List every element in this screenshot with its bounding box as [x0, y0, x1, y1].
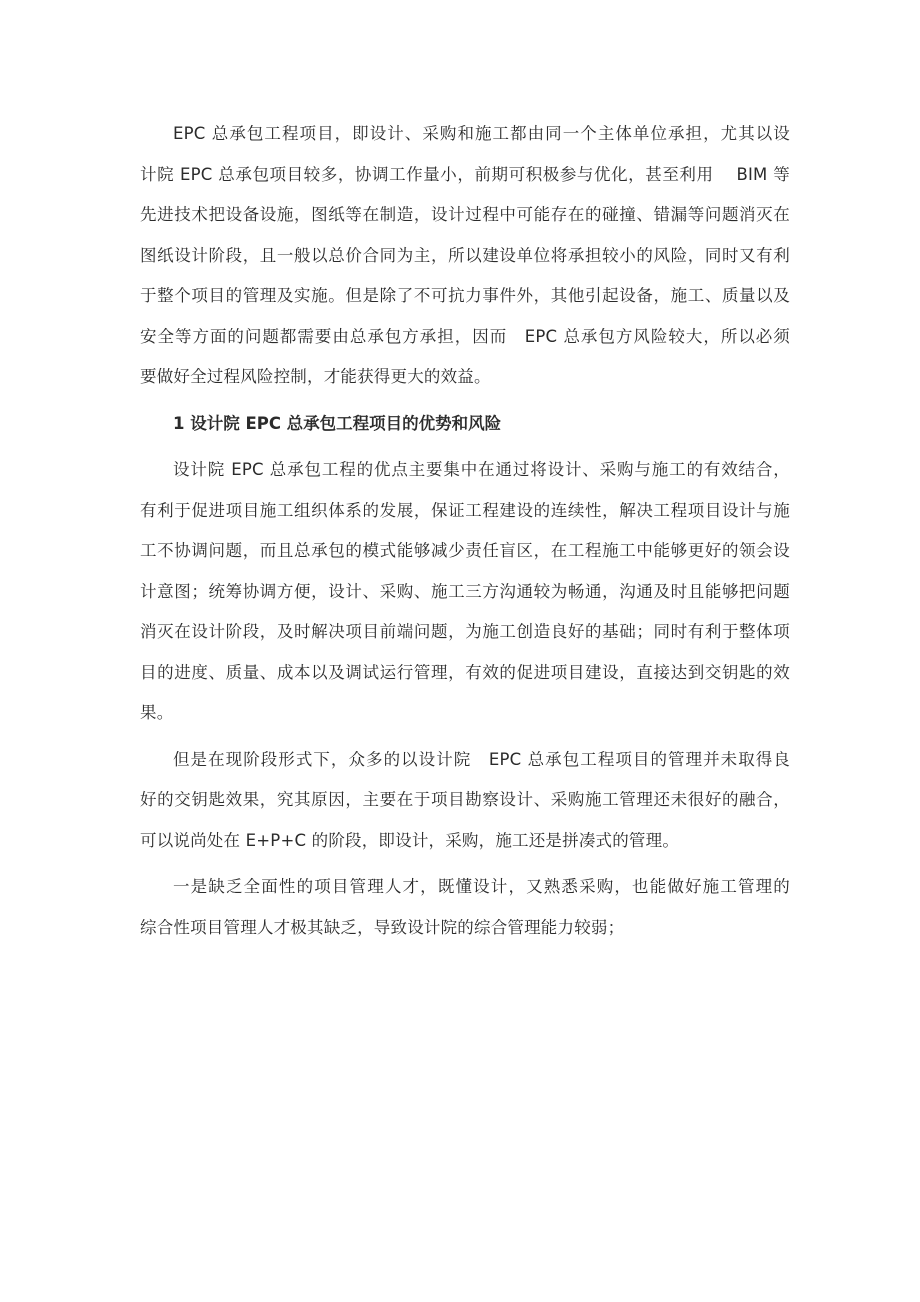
text-line: 计意图；统筹协调方便，设计、采购、施工三方沟通较为畅通，沟通及时且能够把问题: [140, 581, 790, 601]
document-body: [140, 114, 790, 948]
text-line: 综合性项目管理人才极其缺乏，导致设计院的综合管理能力较弱；: [140, 917, 625, 937]
paragraph-advantages: [140, 450, 790, 734]
text-line: 有利于促进项目施工组织体系的发展，保证工程建设的连续性，解决工程项目设计与施: [140, 500, 790, 520]
text-line: 好的交钥匙效果，究其原因，主要在于项目勘察设计、采购施工管理还未很好的融合，: [140, 790, 790, 809]
text-line: 图纸设计阶段，且一般以总价合同为主，所以建设单位将承担较小的风险，同时又有利: [140, 245, 790, 265]
text-line: EPC 总承包工程项目，即设计、采购和施工都由同一个主体单位承担，尤其以设: [173, 124, 790, 143]
text-line: 一是缺乏全面性的项目管理人才，既懂设计，又熟悉采购，也能做好施工管理的: [173, 877, 790, 896]
text-line: 安全等方面的问题都需要由总承包方承担，因而 EPC 总承包方风险较大，所以必须: [140, 326, 790, 346]
text-line: 设计院 EPC 总承包工程的优点主要集中在通过将设计、采购与施工的有效结合，: [173, 460, 790, 479]
paragraph-talent-shortage: [140, 867, 790, 948]
text-line: 先进技术把设备设施，图纸等在制造，设计过程中可能存在的碰撞、错漏等问题消灭在: [140, 205, 790, 224]
text-line: 可以说尚处在 E+P+C 的阶段，即设计，采购，施工还是拼凑式的管理。: [140, 830, 680, 850]
paragraph-epc-intro: [140, 114, 790, 398]
text-line: 但是在现阶段形式下，众多的以设计院 EPC 总承包工程项目的管理并未取得良: [173, 749, 790, 769]
section-heading: 1 设计院 EPC 总承包工程项目的优势和风险: [173, 413, 502, 433]
text-line: 计院 EPC 总承包项目较多，协调工作量小，前期可积极参与优化，甚至利用 BIM 等: [140, 164, 790, 184]
text-line: 果。: [140, 703, 174, 722]
text-line: 于整个项目的管理及实施。但是除了不可抗力事件外，其他引起设备，施工、质量以及: [140, 286, 790, 305]
text-line: 目的进度、质量、成本以及调试运行管理，有效的促进项目建设，直接达到交钥匙的效: [140, 662, 790, 682]
paragraph-current-stage: [140, 740, 790, 862]
text-line: 消灭在设计阶段，及时解决项目前端问题，为施工创造良好的基础；同时有利于整体项: [140, 622, 790, 641]
text-line: 要做好全过程风险控制，才能获得更大的效益。: [140, 367, 491, 386]
text-line: 工不协调问题，而且总承包的模式能够减少责任盲区，在工程施工中能够更好的领会设: [140, 541, 790, 560]
